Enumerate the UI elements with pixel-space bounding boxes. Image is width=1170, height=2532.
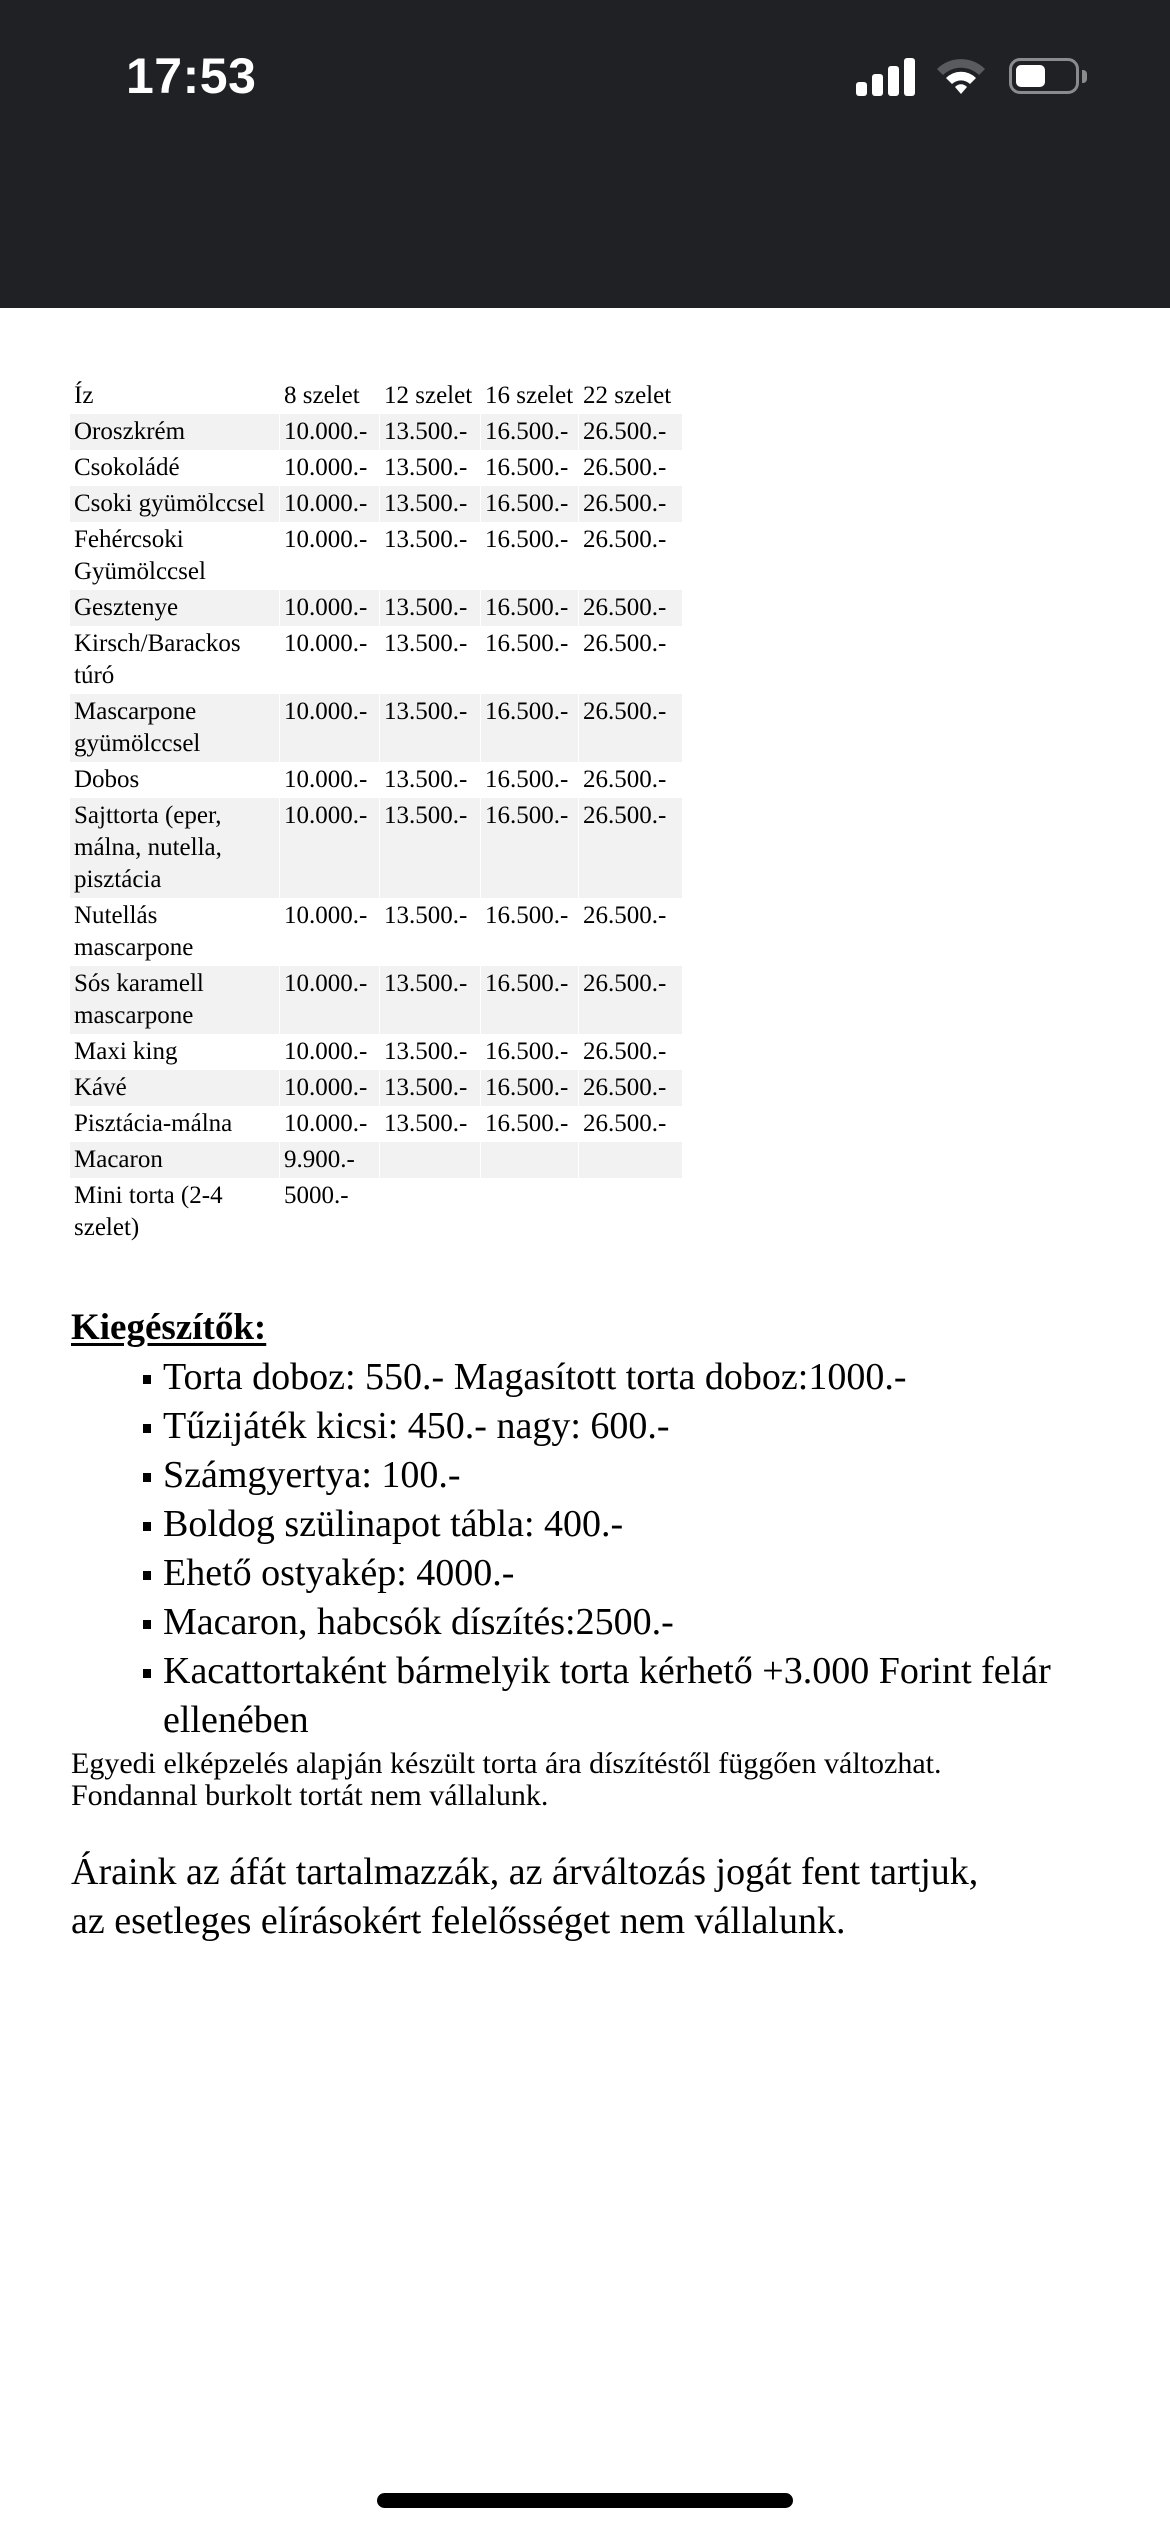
- price-cell: 13.500.-: [379, 414, 480, 450]
- table-row: [70, 1070, 682, 1106]
- table-row: [70, 1178, 682, 1246]
- price-cell: 5000.-: [279, 1178, 379, 1246]
- price-cell: 16.500.-: [480, 522, 578, 590]
- flavor-name: Mini torta (2-4 szelet): [74, 1182, 223, 1241]
- flavor-name: Fehércsoki Gyümölccsel: [74, 526, 206, 585]
- table-row: [70, 1142, 682, 1178]
- price-cell: 10.000.-: [279, 486, 379, 522]
- price-cell: [578, 1142, 682, 1178]
- extras-item-text: Torta doboz: 550.- Magasított torta doboz:1000.-: [163, 1356, 907, 1398]
- battery-cap: [1082, 70, 1087, 83]
- price-cell: 10.000.-: [279, 694, 379, 762]
- flavor-name: Oroszkrém: [70, 414, 279, 450]
- table-row: [70, 590, 682, 626]
- disclaimer-line: Áraink az áfát tartalmazzák, az árváltozás jogát fent tartjuk,: [71, 1851, 979, 1893]
- price-cell: 16.500.-: [480, 414, 578, 450]
- price-cell: 10.000.-: [279, 898, 379, 966]
- price-disclaimer: [71, 1848, 1151, 1946]
- flavor-name: Nutellás mascarpone: [74, 902, 194, 961]
- square-bullet-icon: [143, 1620, 151, 1629]
- price-cell: 16.500.-: [480, 966, 578, 1034]
- status-time: 17:53: [126, 48, 257, 104]
- price-cell: 26.500.-: [578, 694, 682, 762]
- price-cell: 26.500.-: [578, 1106, 682, 1142]
- price-table: [70, 378, 682, 1246]
- extras-item: [140, 1353, 1100, 1402]
- price-cell: 26.500.-: [578, 762, 682, 798]
- table-row: [70, 450, 682, 486]
- table-row: [70, 798, 682, 898]
- flavor-name: Csokoládé: [74, 454, 180, 481]
- price-cell: 26.500.-: [578, 626, 682, 694]
- price-cell: 26.500.-: [578, 450, 682, 486]
- price-cell: [480, 1178, 578, 1246]
- price-cell: 16.500.-: [480, 1106, 578, 1142]
- price-cell: 9.900.-: [279, 1142, 379, 1178]
- extras-item: [140, 1647, 1100, 1745]
- price-cell: 13.500.-: [379, 450, 480, 486]
- price-cell: 13.500.-: [379, 626, 480, 694]
- flavor-name: Sajttorta (eper, málna, nutella, pisztácia: [70, 798, 279, 898]
- price-cell: 13.500.-: [379, 966, 480, 1034]
- price-cell: 10.000.-: [279, 626, 379, 694]
- note-line: Egyedi elképzelés alapján készült torta ára díszítéstől függően változhat.: [71, 1747, 942, 1780]
- price-cell: 10.000.-: [279, 762, 379, 798]
- price-cell: 10.000.-: [279, 590, 379, 626]
- price-cell: 16.500.-: [480, 590, 578, 626]
- extras-item: [140, 1549, 1100, 1598]
- extras-item-text: Számgyertya: 100.-: [163, 1454, 461, 1496]
- battery-icon: [1009, 58, 1079, 94]
- price-cell: 13.500.-: [379, 898, 480, 966]
- flavor-name: Maxi king: [74, 1038, 178, 1065]
- status-icons: [0, 0, 1170, 140]
- extras-item-text: Tűzijáték kicsi: 450.- nagy: 600.-: [163, 1405, 670, 1447]
- custom-cake-note: [71, 1748, 1151, 1812]
- price-cell: 26.500.-: [578, 522, 682, 590]
- square-bullet-icon: [143, 1424, 151, 1433]
- flavor-name: Gesztenye: [70, 590, 279, 626]
- flavor-name: Mascarpone gyümölccsel: [70, 694, 279, 762]
- price-cell: 10.000.-: [279, 966, 379, 1034]
- price-cell: 16.500.-: [480, 450, 578, 486]
- extras-heading: Kiegészítők:: [71, 1307, 267, 1348]
- price-cell: 26.500.-: [578, 1034, 682, 1070]
- extras-list: [140, 1353, 1100, 1745]
- price-cell: 13.500.-: [379, 1034, 480, 1070]
- price-cell: 16.500.-: [480, 694, 578, 762]
- extras-item-text: Macaron, habcsók díszítés:2500.-: [163, 1601, 674, 1643]
- extras-item: [140, 1500, 1100, 1549]
- table-row: [70, 414, 682, 450]
- table-row: [70, 486, 682, 522]
- price-cell: [379, 1142, 480, 1178]
- price-cell: 13.500.-: [379, 1106, 480, 1142]
- price-cell: 10.000.-: [279, 1106, 379, 1142]
- price-cell: [578, 1178, 682, 1246]
- flavor-name: Kirsch/Barackos túró: [74, 630, 241, 689]
- table-row: [70, 966, 682, 1034]
- price-cell: 16.500.-: [480, 798, 578, 898]
- extras-item: [140, 1451, 1100, 1500]
- column-header-flavor: Íz: [74, 382, 94, 409]
- price-cell: 13.500.-: [379, 1070, 480, 1106]
- square-bullet-icon: [143, 1375, 151, 1384]
- column-header-12-slices: 12 szelet: [379, 378, 480, 414]
- table-row: [70, 898, 682, 966]
- price-cell: 16.500.-: [480, 898, 578, 966]
- price-cell: 16.500.-: [480, 626, 578, 694]
- price-cell: 13.500.-: [379, 798, 480, 898]
- table-row: [70, 762, 682, 798]
- price-cell: 26.500.-: [578, 966, 682, 1034]
- price-cell: 10.000.-: [279, 450, 379, 486]
- price-cell: 10.000.-: [279, 1034, 379, 1070]
- table-row: [70, 626, 682, 694]
- price-cell: 16.500.-: [480, 1070, 578, 1106]
- extras-item-text: Ehető ostyakép: 4000.-: [163, 1552, 515, 1594]
- price-cell: 26.500.-: [578, 1070, 682, 1106]
- flavor-name: Pisztácia-málna: [74, 1110, 233, 1137]
- price-cell: 26.500.-: [578, 898, 682, 966]
- price-cell: 13.500.-: [379, 522, 480, 590]
- flavor-name: Csoki gyümölccsel: [70, 486, 279, 522]
- flavor-name: Dobos: [74, 766, 140, 793]
- table-row: [70, 1106, 682, 1142]
- status-bar-area: [0, 0, 1170, 308]
- price-cell: 26.500.-: [578, 590, 682, 626]
- flavor-name: Kávé: [70, 1070, 279, 1106]
- price-cell: 16.500.-: [480, 486, 578, 522]
- price-cell: 10.000.-: [279, 522, 379, 590]
- column-header-8-slices: 8 szelet: [279, 378, 379, 414]
- flavor-name: Macaron: [70, 1142, 279, 1178]
- square-bullet-icon: [143, 1669, 151, 1678]
- price-cell: 10.000.-: [279, 414, 379, 450]
- battery-level: [1016, 65, 1045, 87]
- extras-item-text: Kacattortaként bármelyik torta kérhető +3.000 Forint felár ellenében: [163, 1650, 1051, 1741]
- table-row: [70, 694, 682, 762]
- price-cell: 26.500.-: [578, 414, 682, 450]
- price-cell: 10.000.-: [279, 798, 379, 898]
- flavor-name: Sós karamell mascarpone: [70, 966, 279, 1034]
- price-cell: 26.500.-: [578, 486, 682, 522]
- price-cell: 13.500.-: [379, 694, 480, 762]
- price-cell: 10.000.-: [279, 1070, 379, 1106]
- square-bullet-icon: [143, 1473, 151, 1482]
- price-cell: 13.500.-: [379, 590, 480, 626]
- price-cell: 16.500.-: [480, 1034, 578, 1070]
- table-row: [70, 522, 682, 590]
- price-cell: [480, 1142, 578, 1178]
- column-header-22-slices: 22 szelet: [578, 378, 682, 414]
- table-header-row: [70, 378, 682, 414]
- price-cell: 26.500.-: [578, 798, 682, 898]
- price-cell: [379, 1178, 480, 1246]
- extras-item: [140, 1402, 1100, 1451]
- note-line: Fondannal burkolt tortát nem vállalunk.: [71, 1779, 549, 1812]
- table-row: [70, 1034, 682, 1070]
- price-cell: 13.500.-: [379, 486, 480, 522]
- extras-item-text: Boldog szülinapot tábla: 400.-: [163, 1503, 624, 1545]
- column-header-16-slices: 16 szelet: [480, 378, 578, 414]
- extras-item: [140, 1598, 1100, 1647]
- square-bullet-icon: [143, 1571, 151, 1580]
- price-cell: 13.500.-: [379, 762, 480, 798]
- disclaimer-line: az esetleges elírásokért felelősséget nem vállalunk.: [71, 1900, 846, 1942]
- home-indicator[interactable]: [377, 2493, 793, 2508]
- square-bullet-icon: [143, 1522, 151, 1531]
- price-cell: 16.500.-: [480, 762, 578, 798]
- wifi-icon: [934, 55, 988, 97]
